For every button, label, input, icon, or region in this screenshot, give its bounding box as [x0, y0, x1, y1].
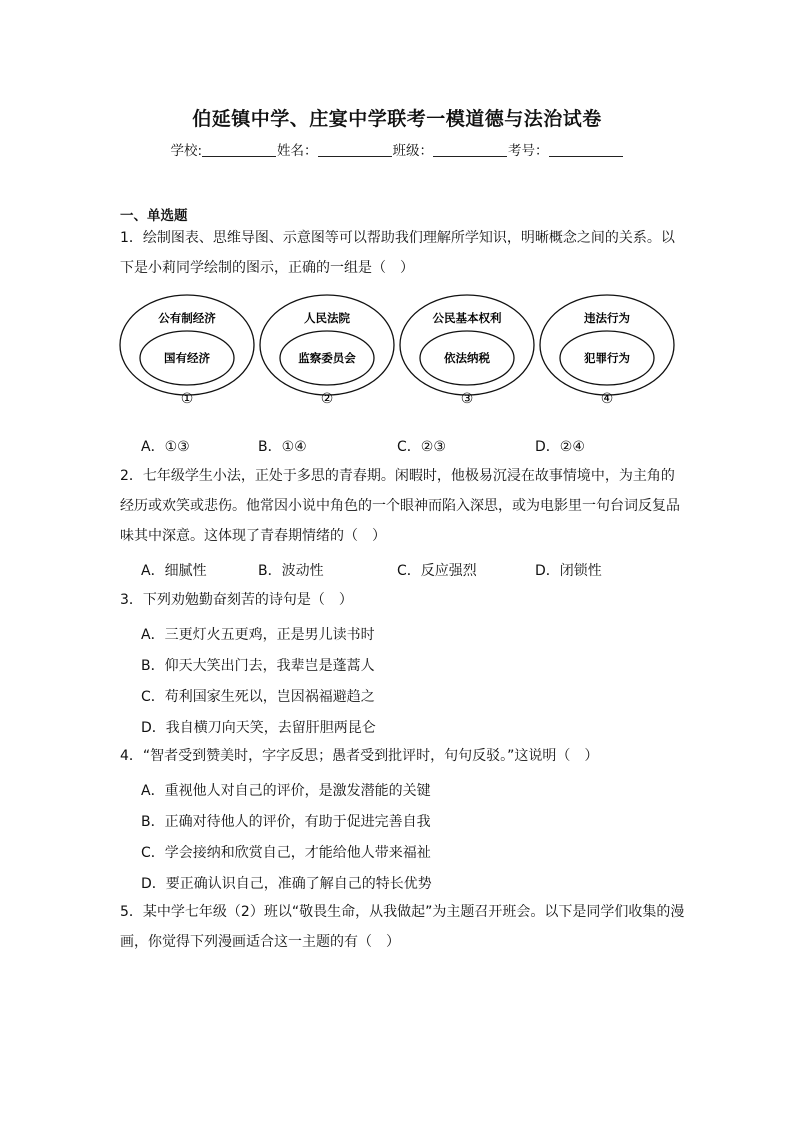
q3-option-b[interactable]: B．仰天大笑出门去，我辈岂是蓬蒿人 — [141, 658, 375, 674]
q4-option-d[interactable]: D．要正确认识自己，准确了解自己的特长优势 — [141, 876, 432, 892]
q4-option-c[interactable]: C．学会接纳和欣赏自己，才能给他人带来福祉 — [141, 845, 431, 861]
class-blank[interactable] — [433, 142, 507, 157]
diagram-number-4: ④ — [600, 391, 614, 407]
outer-label-1: 公有制经济 — [158, 311, 216, 325]
inner-label-2: 监察委员会 — [298, 351, 356, 365]
question-1-line-2: 下是小莉同学绘制的图示，正确的一组是（ ） — [120, 260, 414, 276]
name-blank[interactable] — [318, 142, 392, 157]
concept-diagrams — [112, 290, 682, 410]
q3-option-a[interactable]: A．三更灯火五更鸡，正是男儿读书时 — [141, 627, 375, 643]
question-2-line-1: 2．七年级学生小法，正处于多思的青春期。闲暇时，他极易沉浸在故事情境中，为主角的 — [120, 468, 675, 484]
inner-label-1: 国有经济 — [164, 351, 210, 365]
question-3-line-1: 3．下列劝勉勤奋刻苦的诗句是（ ） — [120, 592, 353, 608]
q4-option-b[interactable]: B．正确对待他人的评价，有助于促进完善自我 — [141, 814, 431, 830]
diagram-1 — [120, 295, 254, 407]
outer-label-4: 违法行为 — [584, 311, 630, 325]
q3-option-d[interactable]: D．我自横刀向天笑，去留肝胆两昆仑 — [141, 720, 376, 736]
q2-option-c[interactable]: C．反应强烈 — [397, 563, 477, 579]
diagram-number-3: ③ — [460, 391, 474, 407]
diagram-3 — [400, 295, 534, 407]
question-2-line-3: 味其中深意。这体现了青春期情绪的（ ） — [120, 528, 386, 544]
outer-ellipse-1 — [120, 295, 254, 395]
question-4-line-1: 4．“智者受到赞美时，字字反思；愚者受到批评时，句句反驳。”这说明（ ） — [120, 748, 599, 764]
diagram-number-1: ① — [180, 391, 194, 407]
q1-option-b[interactable]: B．①④ — [258, 439, 307, 455]
inner-label-4: 犯罪行为 — [584, 351, 630, 365]
diagram-number-2: ② — [320, 391, 334, 407]
q1-option-c[interactable]: C．②③ — [397, 439, 446, 455]
outer-label-3: 公民基本权利 — [432, 311, 502, 325]
exam-no-blank[interactable] — [549, 142, 623, 157]
q3-option-c[interactable]: C．苟利国家生死以，岂因祸福避趋之 — [141, 689, 375, 705]
outer-ellipse-2 — [260, 295, 394, 395]
q4-option-a[interactable]: A．重视他人对自己的评价，是激发潜能的关键 — [141, 783, 431, 799]
q2-option-b[interactable]: B．波动性 — [258, 563, 324, 579]
outer-ellipse-3 — [400, 295, 534, 395]
section-heading: 一、单选题 — [120, 208, 188, 224]
question-5-line-2: 画，你觉得下列漫画适合这一主题的有（ ） — [120, 934, 400, 950]
exam-no-label: 考号： — [508, 143, 549, 159]
q1-option-a[interactable]: A．①③ — [141, 439, 190, 455]
question-1-line-1: 1．绘制图表、思维导图、示意图等可以帮助我们理解所学知识，明晰概念之间的关系。以 — [120, 230, 675, 246]
outer-label-2: 人民法院 — [304, 311, 350, 325]
outer-ellipse-4 — [540, 295, 674, 395]
inner-label-3: 依法纳税 — [444, 351, 490, 365]
q2-option-a[interactable]: A．细腻性 — [141, 563, 207, 579]
diagram-2 — [260, 295, 394, 407]
diagram-4 — [540, 295, 674, 407]
student-info-line — [0, 139, 794, 159]
question-2-line-2: 经历或欢笑或悲伤。他常因小说中角色的一个眼神而陷入深思，或为电影里一句台词反复品 — [120, 498, 680, 514]
name-label: 姓名： — [277, 143, 318, 159]
school-label: 学校: — [170, 143, 203, 159]
question-5-line-1: 5．某中学七年级（2）班以“敬畏生命，从我做起”为主题召开班会。以下是同学们收集的漫 — [120, 904, 685, 920]
q1-option-d[interactable]: D．②④ — [535, 439, 585, 455]
school-blank[interactable] — [202, 142, 276, 157]
q2-option-d[interactable]: D．闭锁性 — [535, 563, 602, 579]
class-label: 班级： — [392, 143, 434, 159]
page-title: 伯延镇中学、庄宴中学联考一模道德与法治试卷 — [192, 108, 602, 130]
